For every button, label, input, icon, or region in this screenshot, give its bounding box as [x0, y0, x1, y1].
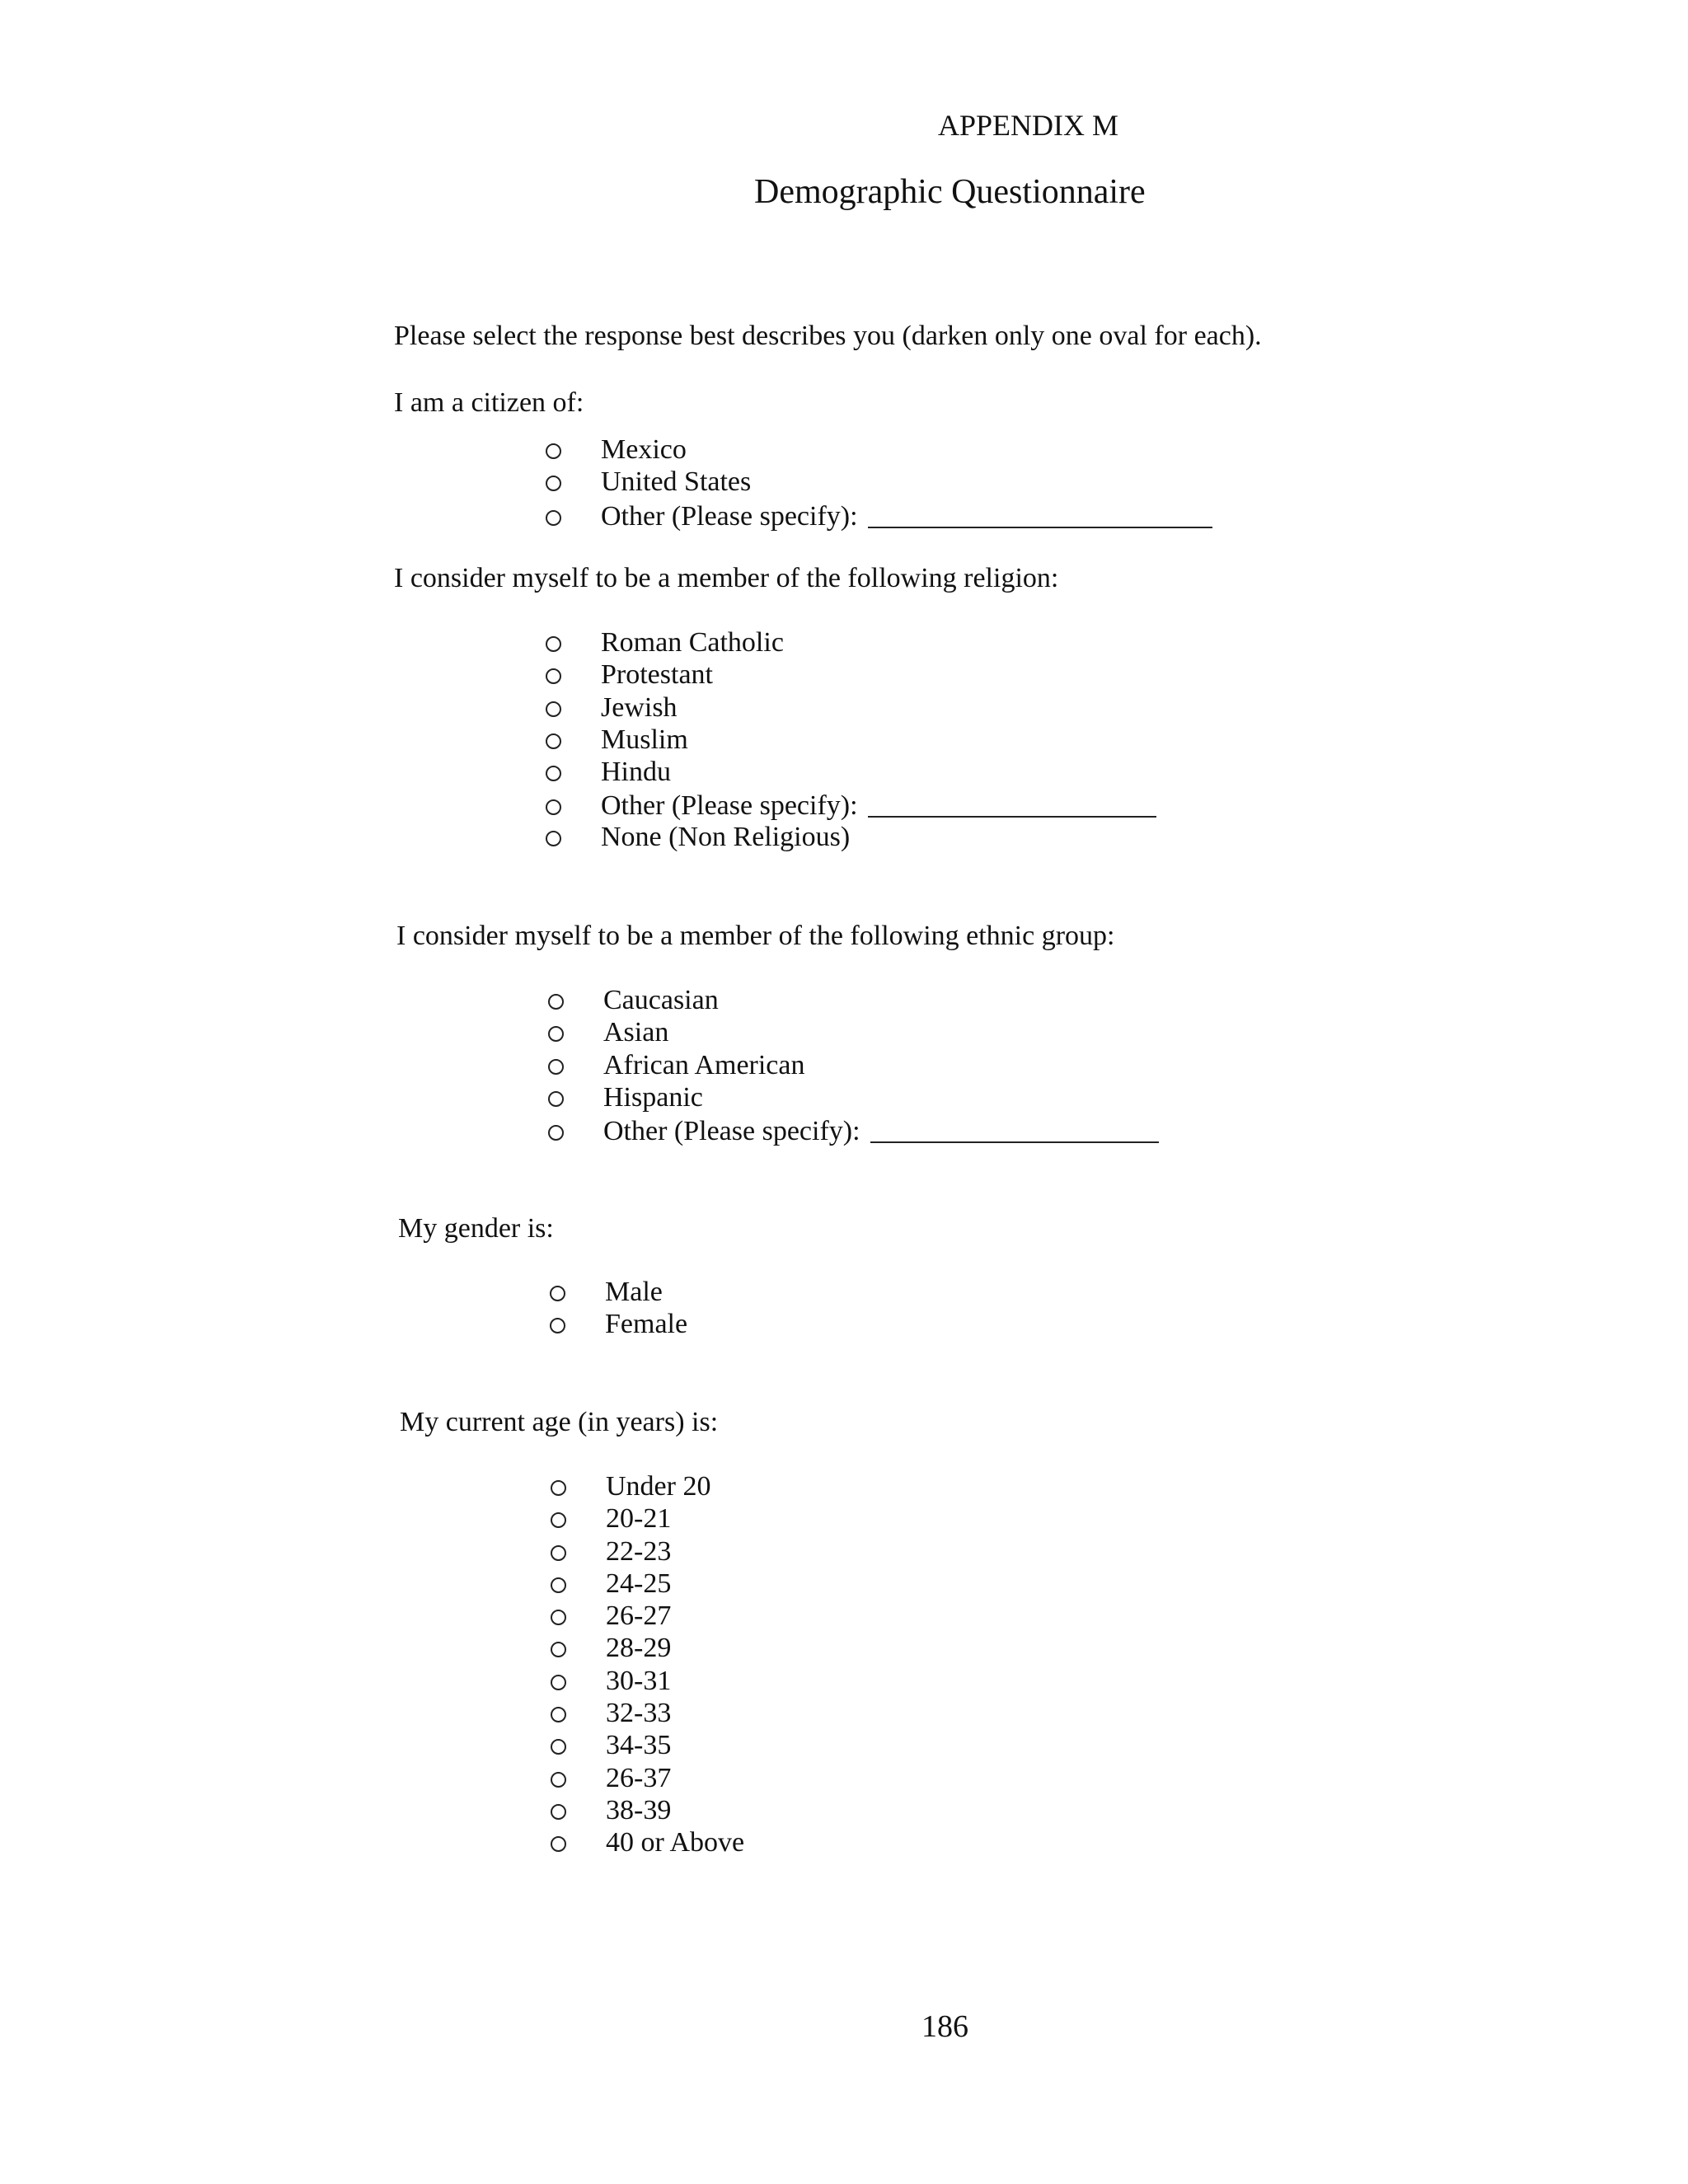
age-options [551, 1470, 744, 1859]
option-muslim[interactable] [546, 724, 1156, 756]
option-label: 34-35 [606, 1730, 672, 1761]
radio-bubble-icon[interactable] [551, 1577, 566, 1593]
option-ethnicity-other[interactable] [548, 1113, 1159, 1146]
option-label: Roman Catholic [601, 627, 784, 658]
ethnicity-question: I consider myself to be a member of the following ethnic group: [396, 921, 1115, 951]
option-protestant[interactable] [546, 658, 1156, 691]
option-roman-catholic[interactable] [546, 626, 1156, 658]
religion-options [546, 626, 1156, 853]
radio-bubble-icon[interactable] [551, 1804, 566, 1820]
option-hispanic[interactable] [548, 1081, 1159, 1113]
option-label: 38-39 [606, 1794, 672, 1825]
radio-bubble-icon[interactable] [546, 831, 561, 846]
radio-bubble-icon[interactable] [548, 1026, 564, 1042]
option-label: Muslim [601, 724, 688, 755]
radio-bubble-icon[interactable] [551, 1707, 566, 1722]
option-label: Female [605, 1309, 688, 1340]
option-label: Other (Please specify): [601, 500, 858, 532]
radio-bubble-icon[interactable] [546, 476, 561, 491]
option-age[interactable] [551, 1470, 744, 1502]
option-label: 28-29 [606, 1633, 672, 1664]
radio-bubble-icon[interactable] [546, 799, 561, 815]
page-number: 186 [921, 2009, 968, 2044]
option-label: Hispanic [603, 1081, 703, 1113]
option-label: Asian [603, 1017, 669, 1048]
option-asian[interactable] [548, 1016, 1159, 1048]
option-citizenship-other[interactable] [546, 499, 1212, 531]
radio-bubble-icon[interactable] [548, 1059, 564, 1075]
radio-bubble-icon[interactable] [551, 1545, 566, 1561]
option-hindu[interactable] [546, 756, 1156, 788]
radio-bubble-icon[interactable] [548, 1091, 564, 1107]
option-male[interactable] [550, 1276, 687, 1308]
radio-bubble-icon[interactable] [546, 701, 561, 717]
option-label: Mexico [601, 434, 687, 465]
citizenship-question: I am a citizen of: [394, 387, 584, 418]
radio-bubble-icon[interactable] [546, 668, 561, 684]
option-label: Protestant [601, 659, 713, 691]
option-age[interactable] [551, 1729, 744, 1761]
instructions-text: Please select the response best describes you (darken only one oval for each). [394, 321, 1262, 351]
appendix-heading: APPENDIX M [938, 109, 1119, 142]
option-label: 40 or Above [606, 1827, 745, 1858]
option-label: Under 20 [606, 1471, 711, 1502]
option-label: 20-21 [606, 1503, 672, 1535]
option-age[interactable] [551, 1826, 744, 1858]
option-label: Male [605, 1277, 663, 1307]
option-jewish[interactable] [546, 691, 1156, 724]
option-age[interactable] [551, 1762, 744, 1794]
option-label: 30-31 [606, 1665, 672, 1696]
option-label: 22-23 [606, 1535, 672, 1567]
option-label: Hindu [601, 757, 671, 788]
option-label: 26-27 [606, 1601, 672, 1632]
option-age[interactable] [551, 1697, 744, 1729]
option-label: Other (Please specify): [601, 790, 858, 822]
option-label: Other (Please specify): [603, 1116, 860, 1147]
religion-question: I consider myself to be a member of the following religion: [394, 563, 1059, 593]
option-age[interactable] [551, 1600, 744, 1632]
radio-bubble-icon[interactable] [550, 1286, 565, 1301]
radio-bubble-icon[interactable] [546, 636, 561, 652]
option-label: 32-33 [606, 1698, 672, 1729]
radio-bubble-icon[interactable] [551, 1480, 566, 1496]
option-label: None (Non Religious) [601, 821, 851, 852]
radio-bubble-icon[interactable] [546, 510, 561, 526]
option-age[interactable] [551, 1665, 744, 1697]
option-label: United States [601, 466, 752, 498]
age-question: My current age (in years) is: [400, 1407, 719, 1437]
option-label: Caucasian [603, 985, 719, 1015]
option-label: Jewish [601, 691, 678, 723]
gender-options [550, 1276, 687, 1341]
option-age[interactable] [551, 1535, 744, 1568]
radio-bubble-icon[interactable] [546, 766, 561, 781]
page-title: Demographic Questionnaire [754, 173, 1146, 211]
radio-bubble-icon[interactable] [548, 1125, 564, 1141]
option-female[interactable] [550, 1308, 687, 1340]
option-label: African American [603, 1049, 805, 1080]
option-age[interactable] [551, 1568, 744, 1600]
radio-bubble-icon[interactable] [551, 1610, 566, 1625]
option-religion-other[interactable] [546, 788, 1156, 820]
radio-bubble-icon[interactable] [550, 1318, 565, 1333]
option-non-religious[interactable] [546, 821, 1156, 853]
radio-bubble-icon[interactable] [551, 1512, 566, 1528]
radio-bubble-icon[interactable] [548, 994, 564, 1010]
option-label: 26-37 [606, 1762, 672, 1793]
radio-bubble-icon[interactable] [551, 1739, 566, 1755]
radio-bubble-icon[interactable] [546, 443, 561, 459]
ethnicity-options [548, 984, 1159, 1146]
specify-blank-line[interactable] [868, 502, 1212, 528]
option-label: 24-25 [606, 1568, 672, 1599]
radio-bubble-icon[interactable] [546, 733, 561, 749]
option-age[interactable] [551, 1502, 744, 1535]
radio-bubble-icon[interactable] [551, 1772, 566, 1788]
option-age[interactable] [551, 1632, 744, 1664]
radio-bubble-icon[interactable] [551, 1642, 566, 1657]
radio-bubble-icon[interactable] [551, 1675, 566, 1690]
option-african-american[interactable] [548, 1049, 1159, 1081]
option-age[interactable] [551, 1794, 744, 1826]
radio-bubble-icon[interactable] [551, 1836, 566, 1852]
citizenship-options [546, 434, 1212, 531]
specify-blank-line[interactable] [868, 791, 1156, 818]
gender-question: My gender is: [398, 1213, 554, 1244]
option-caucasian[interactable] [548, 984, 1159, 1016]
option-mexico[interactable] [546, 434, 1212, 466]
option-united-states[interactable] [546, 466, 1212, 498]
specify-blank-line[interactable] [870, 1117, 1159, 1143]
